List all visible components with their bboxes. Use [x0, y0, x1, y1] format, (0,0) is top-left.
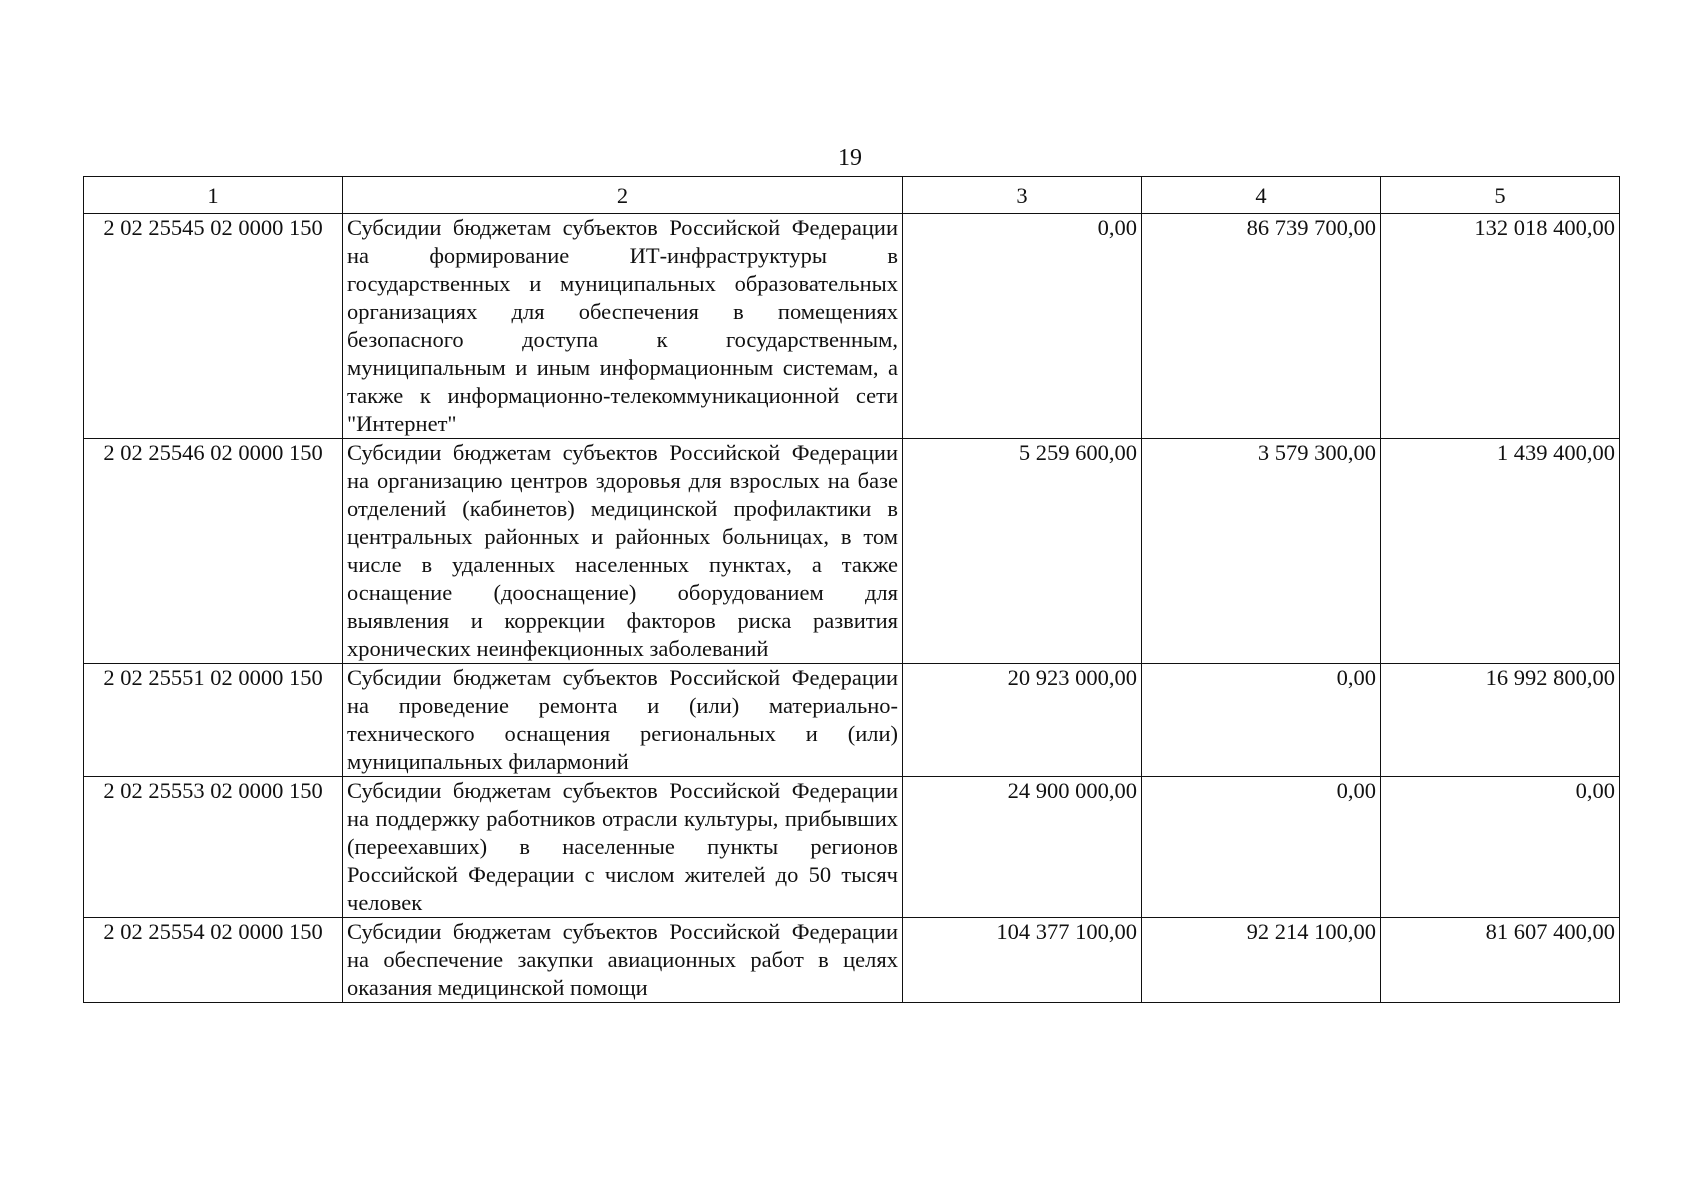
income-name: Субсидии бюджетам субъектов Российской Федерации на обеспечение закупки авиационных работ в целях оказания медицинской помощи — [343, 918, 903, 1003]
income-name: Субсидии бюджетам субъектов Российской Федерации на проведение ремонта и (или) материально-технического оснащения региональных и (или) муниципальных филармоний — [343, 664, 903, 777]
amount-col-4: 0,00 — [1142, 664, 1381, 777]
amount-col-3: 0,00 — [903, 214, 1142, 439]
amount-col-4: 86 739 700,00 — [1142, 214, 1381, 439]
income-code: 2 02 25546 02 0000 150 — [84, 439, 343, 664]
amount-col-3: 5 259 600,00 — [903, 439, 1142, 664]
column-header-1: 1 — [84, 177, 343, 214]
amount-col-5: 81 607 400,00 — [1381, 918, 1620, 1003]
column-header-2: 2 — [343, 177, 903, 214]
table-row — [84, 439, 1620, 664]
table-row — [84, 214, 1620, 439]
amount-col-5: 16 992 800,00 — [1381, 664, 1620, 777]
income-code: 2 02 25545 02 0000 150 — [84, 214, 343, 439]
income-code: 2 02 25551 02 0000 150 — [84, 664, 343, 777]
amount-col-3: 24 900 000,00 — [903, 777, 1142, 918]
column-header-5: 5 — [1381, 177, 1620, 214]
amount-col-4: 92 214 100,00 — [1142, 918, 1381, 1003]
column-header-3: 3 — [903, 177, 1142, 214]
amount-col-4: 3 579 300,00 — [1142, 439, 1381, 664]
amount-col-5: 132 018 400,00 — [1381, 214, 1620, 439]
table-row — [84, 664, 1620, 777]
budget-table — [83, 176, 1620, 1003]
income-code: 2 02 25554 02 0000 150 — [84, 918, 343, 1003]
income-name: Субсидии бюджетам субъектов Российской Федерации на поддержку работников отрасли культуры, прибывших (переехавших) в населенные пункты регионов Российской Федерации с числом жителей до 50 тысяч человек — [343, 777, 903, 918]
amount-col-3: 104 377 100,00 — [903, 918, 1142, 1003]
income-name: Субсидии бюджетам субъектов Российской Федерации на формирование ИТ-инфраструктуры в государственных и муниципальных образовательных организациях для обеспечения в помещениях безопасного доступа к государственным, муниципальным и иным информационным системам, а также к информационно-телекоммуникационной сети "Интернет" — [343, 214, 903, 439]
page-number: 19 — [838, 145, 862, 171]
amount-col-4: 0,00 — [1142, 777, 1381, 918]
amount-col-5: 0,00 — [1381, 777, 1620, 918]
table-row — [84, 918, 1620, 1003]
amount-col-3: 20 923 000,00 — [903, 664, 1142, 777]
table-header-row — [84, 177, 1620, 214]
income-code: 2 02 25553 02 0000 150 — [84, 777, 343, 918]
amount-col-5: 1 439 400,00 — [1381, 439, 1620, 664]
table-row — [84, 777, 1620, 918]
column-header-4: 4 — [1142, 177, 1381, 214]
income-name: Субсидии бюджетам субъектов Российской Федерации на организацию центров здоровья для взрослых на базе отделений (кабинетов) медицинской профилактики в центральных районных и районных больницах, в том числе в удаленных населенных пунктах, а также оснащение (дооснащение) оборудованием для выявления и коррекции факторов риска развития хронических неинфекционных заболеваний — [343, 439, 903, 664]
